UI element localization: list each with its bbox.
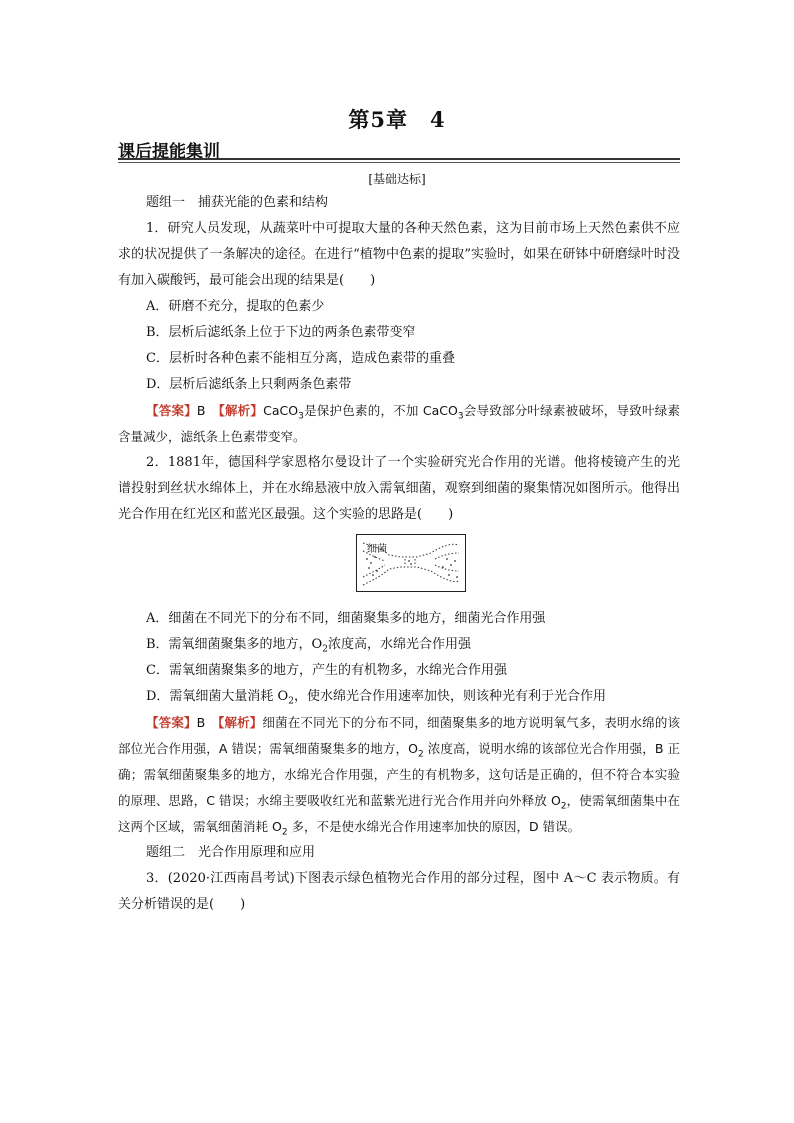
q1-option-c: C．层析时各种色素不能相互分离，造成色素带的重叠 xyxy=(146,351,455,366)
header-rule-thick xyxy=(118,158,680,160)
q1-option-d: D．层析后滤纸条上只剩两条色素带 xyxy=(146,377,352,392)
analysis-text: CaCO xyxy=(263,403,299,418)
subscript: 2 xyxy=(560,801,567,812)
analysis-tag: 【解析】 xyxy=(218,715,263,730)
figure-container xyxy=(118,534,680,596)
q2-answer xyxy=(118,710,680,840)
subscript: 2 xyxy=(417,749,424,760)
analysis-text: 浓度高，说明水绵的该部位光合作用强，B 正确；需氧细菌聚集多的地方，水绵光合作用强，产生的有机物多，这句话是正确的，但不符合本实验的原理、思路，C 错误；水绵主要吸收红光和蓝紫光进行光合作用并向外释放 O xyxy=(118,741,680,808)
analysis-text: 是保护色素的，不加 CaCO xyxy=(303,403,458,418)
subscript: 2 xyxy=(281,827,288,838)
q1-answer xyxy=(118,398,680,450)
analysis-text: 多，不是使水绵光合作用速率加快的原因，D 错误。 xyxy=(287,819,581,834)
chapter-title: 第5章 4 xyxy=(348,107,446,132)
answer-tag: 【答案】 xyxy=(146,715,197,730)
subscript: 2 xyxy=(288,696,294,707)
option-text: ，使水绵光合作用速率加快，则该种光有利于光合作用 xyxy=(293,689,606,704)
option-text: B．需氧细菌聚集多的地方，O xyxy=(146,637,323,652)
option-text: 浓度高，水绵光合作用强 xyxy=(327,637,471,652)
q1-stem: 1．研究人员发现，从蔬菜叶中可提取大量的各种天然色素，这为目前市场上天然色素供不应求的状况提供了一条解决的途径。在进行“植物中色素的提取”实验时，如果在研钵中研磨绿叶时没有加入碳酸钙，最可能会出现的结果是( ) xyxy=(118,221,680,288)
group2-title: 题组二 光合作用原理和应用 xyxy=(146,845,316,860)
answer-tag: 【答案】 xyxy=(146,403,197,418)
q2-option-b xyxy=(118,632,680,658)
subscript: 3 xyxy=(457,411,464,422)
answer-value: B xyxy=(196,715,206,730)
subscript: 3 xyxy=(298,411,304,422)
q2-option-a: A．细菌在不同光下的分布不同，细菌聚集多的地方，细菌光合作用强 xyxy=(146,611,546,626)
subscript: 2 xyxy=(322,644,328,655)
analysis-text: ，使需氧细菌集中在这两个区域，需氧细菌消耗 O xyxy=(118,793,680,834)
level-tag: [基础达标] xyxy=(368,172,426,186)
q1-option-a: A．研磨不充分，提取的色素少 xyxy=(146,299,325,314)
section-title: 课后提能集训 xyxy=(118,142,220,162)
analysis-text: 会导致部分叶绿素被破坏，导致叶绿素含量减少，滤纸条上色素带变窄。 xyxy=(118,403,680,444)
analysis-tag: 【解析】 xyxy=(218,403,264,418)
q2-stem: 2．1881年，德国科学家恩格尔曼设计了一个实验研究光合作用的光谱。他将棱镜产生的光谱投射到丝状水绵体上，并在水绵悬液中放入需氧细菌，观察到细菌的聚集情况如图所示。他得出光合作用在红光区和蓝光区最强。这个实验的思路是( ) xyxy=(118,455,680,522)
answer-value: B xyxy=(196,403,206,418)
q1-option-b: B．层析后滤纸条上位于下边的两条色素带变窄 xyxy=(146,325,416,340)
header-rule-thin xyxy=(118,162,680,163)
option-text: D．需氧细菌大量消耗 O xyxy=(146,689,289,704)
group1-title: 题组一 捕获光能的色素和结构 xyxy=(146,195,329,210)
bacteria-distribution-figure xyxy=(356,534,466,592)
figure-label: 细菌 xyxy=(367,544,387,555)
spirogyra-bacteria-diagram xyxy=(357,535,464,590)
content-body xyxy=(118,190,680,918)
q3-stem: 3．(2020·江西南昌考试)下图表示绿色植物光合作用的部分过程，图中 A～C 表示物质。有关分析错误的是( ) xyxy=(118,871,680,912)
analysis-text: 细菌在不同光下的分布不同，细菌聚集多的地方说明氧气多，表明水绵的该部位光合作用强，A 错误；需氧细菌聚集多的地方，O xyxy=(118,715,680,756)
q2-option-d xyxy=(118,684,680,710)
q2-option-c: C．需氧细菌聚集多的地方，产生的有机物多，水绵光合作用强 xyxy=(146,663,507,678)
